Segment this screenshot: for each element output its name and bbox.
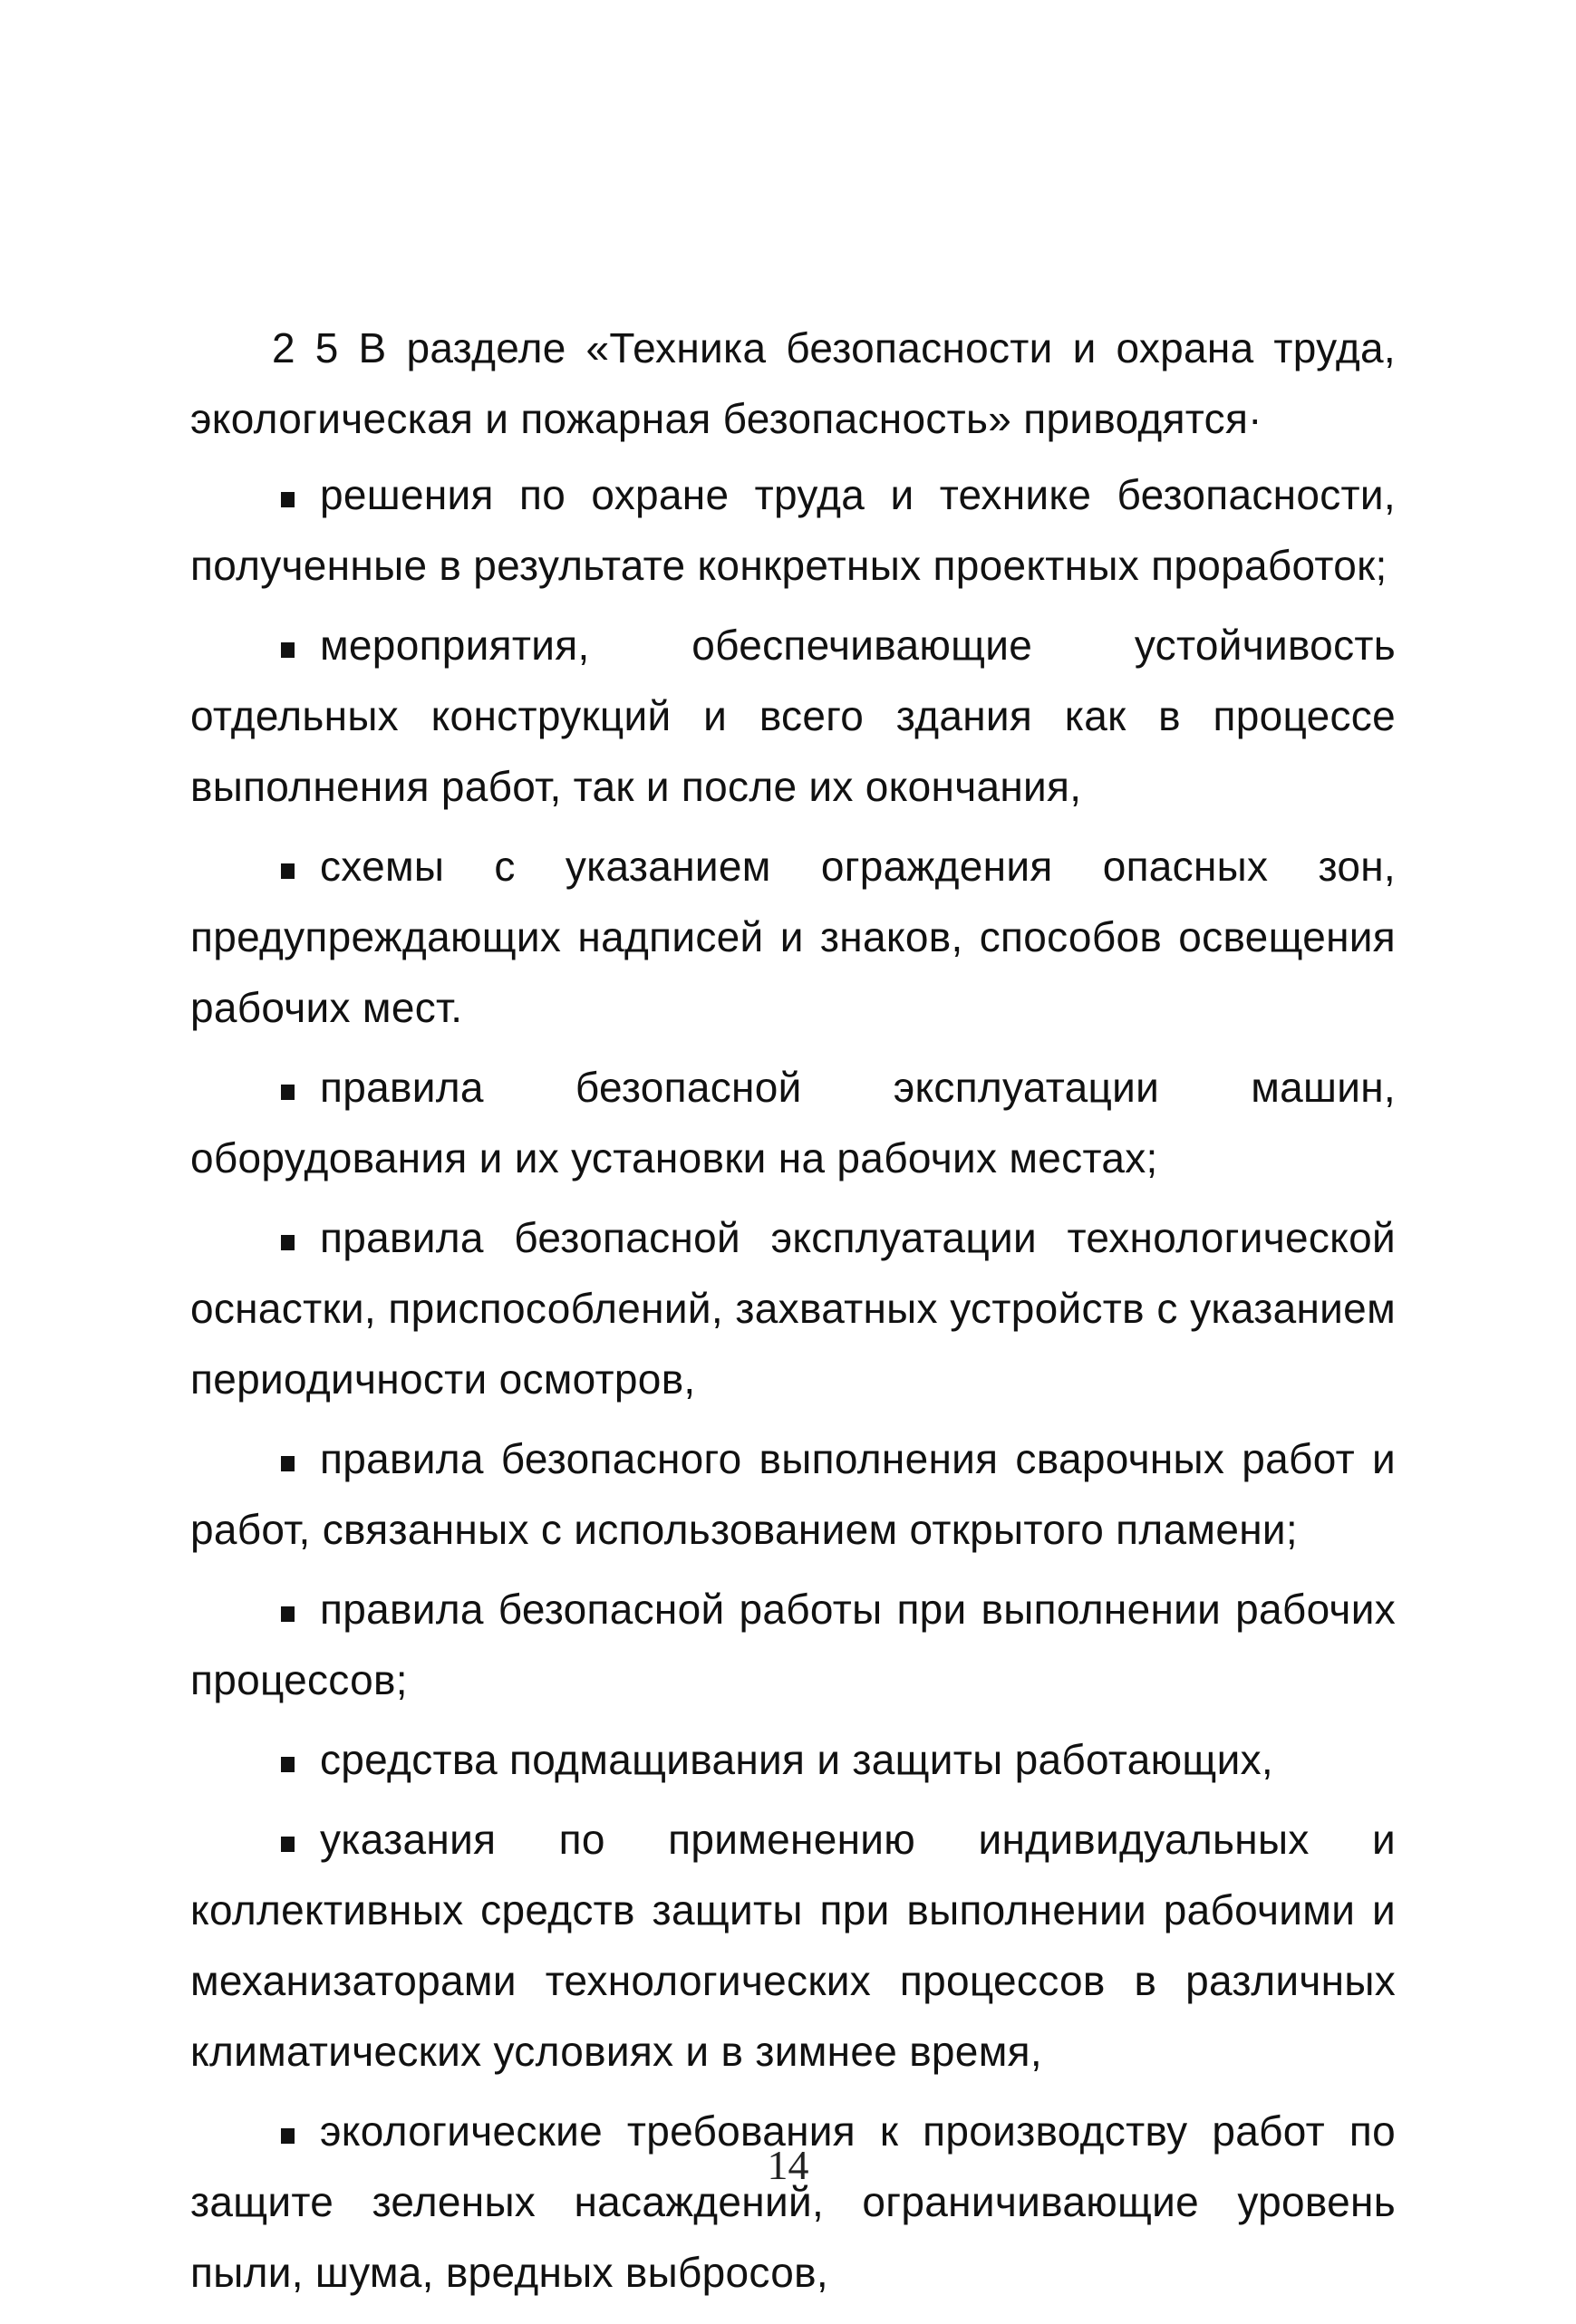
square-bullet-icon: [281, 1085, 295, 1100]
list-item-text: решения по охране труда и технике безопасности, полученные в результате конкретных проектных проработок;: [190, 471, 1396, 589]
list-item-text: схемы с указанием ограждения опасных зон, предупреждающих надписей и знаков, способов освещения рабочих мест.: [190, 843, 1396, 1031]
list-item-text: правила безопасной эксплуатации машин, оборудования и их установки на рабочих местах;: [190, 1064, 1396, 1181]
list-item: [190, 831, 1396, 1043]
square-bullet-icon: [281, 642, 295, 658]
page-number: 14: [767, 2142, 809, 2188]
requirements-list: [190, 459, 1396, 2308]
square-bullet-icon: [281, 492, 295, 507]
list-item-text: правила безопасной эксплуатации технологической оснастки, приспособлений, захватных устройств с указанием периодичности осмотров,: [190, 1214, 1396, 1403]
list-item: [190, 1724, 1396, 1795]
list-item-text: указания по применению индивидуальных и коллективных средств защиты при выполнении рабочими и механизаторами технологических процессов в различных климатических условиях и в зимнее время,: [190, 1816, 1396, 2075]
section-content: [190, 313, 1396, 2317]
square-bullet-icon: [281, 1456, 295, 1471]
list-item: [190, 459, 1396, 601]
list-item-text: экологические требования к производству работ по защите зеленых насаждений, ограничивающие уровень пыли, шума, вредных выбросов,: [190, 2107, 1396, 2296]
list-item: [190, 2096, 1396, 2308]
list-item-text: средства подмащивания и защиты работающих,: [320, 1736, 1273, 1783]
list-item: [190, 1052, 1396, 1193]
square-bullet-icon: [281, 1837, 295, 1852]
square-bullet-icon: [281, 863, 295, 879]
square-bullet-icon: [281, 1606, 295, 1622]
list-item-text: правила безопасного выполнения сварочных работ и работ, связанных с использованием открытого пламени;: [190, 1435, 1396, 1553]
list-item: [190, 1423, 1396, 1565]
list-item: [190, 1202, 1396, 1414]
list-item: [190, 1804, 1396, 2087]
square-bullet-icon: [281, 1757, 295, 1772]
list-item-text: правила безопасной работы при выполнении рабочих процессов;: [190, 1586, 1396, 1703]
list-item: [190, 1574, 1396, 1715]
list-item-text: мероприятия, обеспечивающие устойчивость отдельных конструкций и всего здания как в процессе выполнения работ, так и после их окончания,: [190, 622, 1396, 810]
list-item: [190, 610, 1396, 822]
section-intro: 2 5 В разделе «Техника безопасности и охрана труда, экологическая и пожарная безопасность» приводятся·: [190, 324, 1396, 442]
square-bullet-icon: [281, 1235, 295, 1250]
